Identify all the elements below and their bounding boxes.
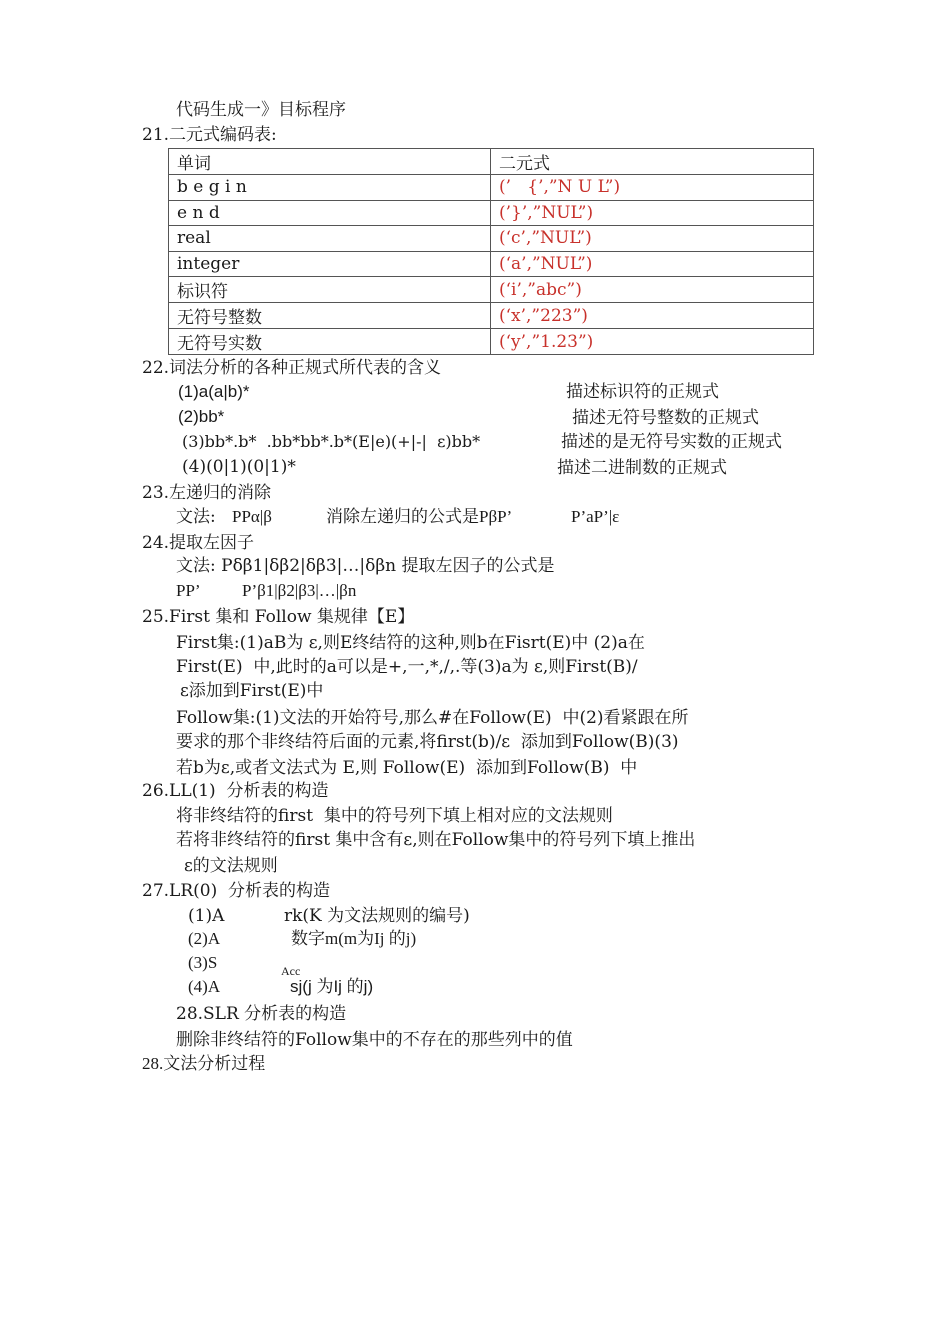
- slr-line: 删除非终结符的Follow集中的不存在的那些列中的值: [176, 1030, 573, 1050]
- cell-word: 无符号整数: [169, 303, 491, 329]
- table-row: [169, 200, 814, 226]
- first-follow-line-3: ε添加到First(E)中: [180, 681, 324, 701]
- cell-word: integer: [169, 251, 491, 277]
- cell-word: e n d: [169, 200, 491, 226]
- regex-desc-3: 描述的是无符号实数的正规式: [561, 432, 782, 452]
- binary-code-table: [168, 148, 814, 355]
- table-row: [169, 303, 814, 329]
- header-line: 代码生成一》目标程序: [176, 100, 346, 120]
- lr0-item-4-left: (4)A: [188, 977, 221, 996]
- first-follow-line-6: 若b为ε,或者文法式为 E,则 Follow(E) 添加到Follow(B) 中: [176, 758, 638, 778]
- first-follow-line-4: Follow集:(1)文法的开始符号,那么#在Follow(E) 中(2)看紧跟在所: [176, 708, 689, 728]
- lr0-item-3-left: (3)S: [188, 953, 218, 972]
- lr0-item-1-right: rk(K 为文法规则的编号): [284, 906, 470, 926]
- lr0-item-4-right: sj(j 为Ij 的j): [290, 977, 374, 996]
- section-25-title: 25.First 集和 Follow 集规律【E】: [142, 607, 415, 627]
- first-follow-line-1: First集:(1)aB为 ε,则E终结符的这种,则b在Fisrt(E)中 (2)a在: [176, 633, 645, 653]
- left-recursion-elimination-tail: P’aP’|ε: [571, 507, 620, 526]
- cell-binary: (‘x’,”223”): [491, 303, 814, 329]
- section-22-title: 22.词法分析的各种正规式所代表的含义: [142, 358, 442, 378]
- grammar-label: 文法:: [176, 507, 216, 527]
- grammar-formula: PPα|β: [232, 507, 272, 526]
- regex-expr-1: (1)a(a|b)*: [178, 382, 250, 401]
- cell-binary: (’}’,”NUL”): [491, 200, 814, 226]
- cell-binary: (‘a’,”NUL”): [491, 251, 814, 277]
- lr0-item-2-left: (2)A: [188, 929, 221, 948]
- column-header-word: 单词: [169, 149, 491, 175]
- cell-binary: (‘y’,”1.23”): [491, 329, 814, 355]
- left-factor-line-1: 文法: Pδβ1|δβ2|δβ3|…|δβn 提取左因子的公式是: [176, 556, 555, 576]
- section-26-title: 26.LL(1) 分析表的构造: [142, 781, 329, 801]
- cell-word: b e g i n: [169, 175, 491, 201]
- first-follow-line-5: 要求的那个非终结符后面的元素,将first(b)/ε 添加到Follow(B)(3): [176, 732, 679, 752]
- table-row: [169, 251, 814, 277]
- section-28-analysis-title: 28.文法分析过程: [142, 1054, 266, 1073]
- lr0-item-1-left: (1)A: [188, 906, 225, 926]
- ll1-line-1: 将非终结符的first 集中的符号列下填上相对应的文法规则: [176, 806, 613, 826]
- cell-binary: (‘i’,”abc”): [491, 277, 814, 303]
- regex-desc-4: 描述二进制数的正规式: [557, 458, 727, 478]
- regex-expr-4: (4)(0|1)(0|1)*: [182, 457, 296, 477]
- regex-desc-1: 描述标识符的正规式: [566, 382, 719, 402]
- section-27-title: 27.LR(0) 分析表的构造: [142, 881, 331, 901]
- regex-expr-2: (2)bb*: [178, 407, 225, 426]
- section-23-title: 23.左递归的消除: [142, 483, 272, 503]
- left-factor-line-2a: PP’: [176, 581, 201, 600]
- column-header-binary: 二元式: [491, 149, 814, 175]
- regex-desc-2: 描述无符号整数的正规式: [572, 408, 759, 428]
- table-row: [169, 329, 814, 355]
- regex-expr-3: (3)bb*.b* .bb*bb*.b*(E|e)(+|-| ε)bb*: [182, 432, 481, 451]
- cell-binary: (‘c’,”NUL”): [491, 226, 814, 252]
- section-24-title: 24.提取左因子: [142, 533, 255, 553]
- cell-word: real: [169, 226, 491, 252]
- section-28-slr-title: 28.SLR 分析表的构造: [176, 1004, 347, 1024]
- ll1-line-2: 若将非终结符的first 集中含有ε,则在Follow集中的符号列下填上推出: [176, 830, 696, 850]
- section-21-title: 21.二元式编码表:: [142, 125, 277, 145]
- cell-word: 无符号实数: [169, 329, 491, 355]
- table-row: [169, 226, 814, 252]
- lr0-item-2-right: 数字m(m为Ij 的j): [291, 929, 417, 948]
- table-row: [169, 175, 814, 201]
- cell-binary: (’ {’,”N U L”): [491, 175, 814, 201]
- table-header-row: [169, 149, 814, 175]
- left-factor-line-2b: P’β1|β2|β3|…|βn: [242, 581, 357, 600]
- left-recursion-elimination: 消除左递归的公式是PβP’: [326, 507, 513, 526]
- ll1-line-3: ε的文法规则: [184, 856, 278, 876]
- lr0-item-3-right: Acc: [281, 964, 301, 978]
- first-follow-line-2: First(E) 中,此时的a可以是+,一,*,/,.等(3)a为 ε,则First(B)/: [176, 657, 638, 677]
- table-row: [169, 277, 814, 303]
- cell-word: 标识符: [169, 277, 491, 303]
